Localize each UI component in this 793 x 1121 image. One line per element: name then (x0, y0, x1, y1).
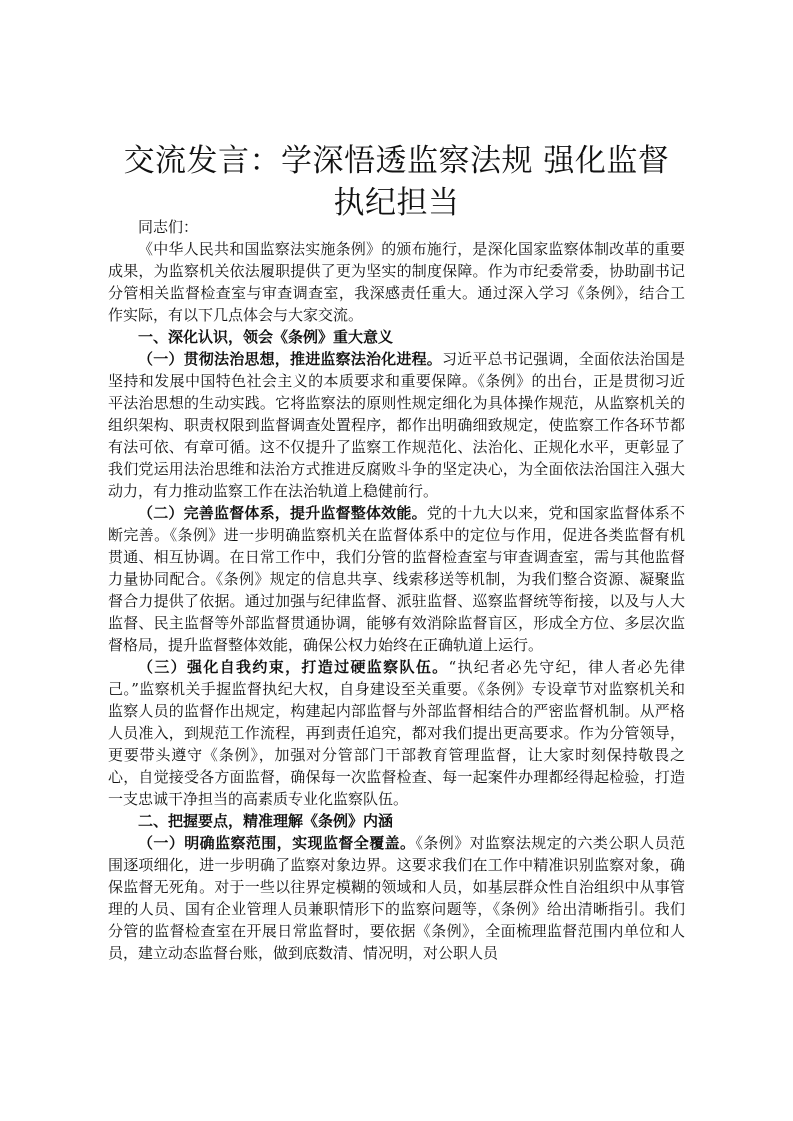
paragraph-lead: （二）完善监督体系，提升监督整体效能。 (138, 504, 427, 522)
paragraph-lead: （三）强化自我约束，打造过硬监察队伍。 (138, 658, 449, 676)
document-body (108, 216, 685, 964)
document-title: 交流发言：学深悟透监察法规 强化监督执纪担当 (123, 143, 670, 221)
section-heading-1: 一、深化认识，领会《条例》重大意义 (138, 328, 394, 346)
paragraph (108, 348, 685, 502)
paragraph-lead: （一）贯彻法治思想，推进监察法治化进程。 (138, 350, 442, 368)
paragraph (108, 656, 685, 810)
paragraph-lead: （一）明确监察范围，实现监督全覆盖。 (138, 834, 416, 852)
paragraph-text: 《条例》对监察法规定的六类公职人员范围逐项细化，进一步明确了监察对象边界。这要求我们在工作中精准识别监察对象，确保监督无死角。对于一些以往界定模糊的领域和人员，如基层群众性自治组织中从事管理的人员、国有企业管理人员兼职情形下的监察问题等，《条例》给出清晰指引。我们分管的监督检查室在开展日常监督时，要依据《条例》，全面梳理监督范围内单位和人员，建立动态监督台账，做到底数清、情况明，对公职人员 (108, 834, 685, 962)
paragraph (108, 832, 685, 964)
salutation: 同志们： (138, 218, 199, 236)
paragraph-text: 党的十九大以来，党和国家监督体系不断完善。《条例》进一步明确监察机关在监督体系中的定位与作用，促进各类监督有机贯通、相互协调。在日常工作中，我们分管的监督检查室与审查调查室，需与其他监督力量协同配合。《条例》规定的信息共享、线索移送等机制，为我们整合资源、凝聚监督合力提供了依据。通过加强与纪律监督、派驻监督、巡察监督统等衔接，以及与人大监督、民主监督等外部监督贯通协调，能够有效消除监督盲区，形成全方位、多层次监督格局，提升监督整体效能，确保公权力始终在正确轨道上运行。 (108, 504, 685, 654)
intro-paragraph: 《中华人民共和国监察法实施条例》的颁布施行，是深化国家监察体制改革的重要成果，为监察机关依法履职提供了更为坚实的制度保障。作为市纪委常委，协助副书记分管相关监督检查室与审查调查室，我深感责任重大。通过深入学习《条例》，结合工作实际，有以下几点体会与大家交流。 (108, 240, 685, 324)
section-heading-2: 二、把握要点，精准理解《条例》内涵 (138, 812, 394, 830)
paragraph-text: “执纪者必先守纪，律人者必先律己。”监察机关手握监督执纪大权，自身建设至关重要。《条例》专设章节对监察机关和监察人员的监督作出规定，构建起内部监督与外部监督相结合的严密监督机制。从严格人员准入，到规范工作流程，再到责任追究，都对我们提出更高要求。作为分管领导，更要带头遵守《条例》，加强对分管部门干部教育管理监督，让大家时刻保持敬畏之心，自觉接受各方面监督，确保每一次监督检查、每一起案件办理都经得起检验，打造一支忠诚干净担当的高素质专业化监察队伍。 (108, 658, 685, 808)
paragraph-text: 习近平总书记强调，全面依法治国是坚持和发展中国特色社会主义的本质要求和重要保障。《条例》的出台，正是贯彻习近平法治思想的生动实践。它将监察法的原则性规定细化为具体操作规范，从监察机关的组织架构、职责权限到监督调查处置程序，都作出明确细致规定，使监察工作各环节都有法可依、有章可循。这不仅提升了监察工作规范化、法治化、正规化水平，更彰显了我们党运用法治思维和法治方式推进反腐败斗争的坚定决心，为全面依法治国注入强大动力，有力推动监察工作在法治轨道上稳健前行。 (108, 350, 685, 500)
paragraph (108, 502, 685, 656)
